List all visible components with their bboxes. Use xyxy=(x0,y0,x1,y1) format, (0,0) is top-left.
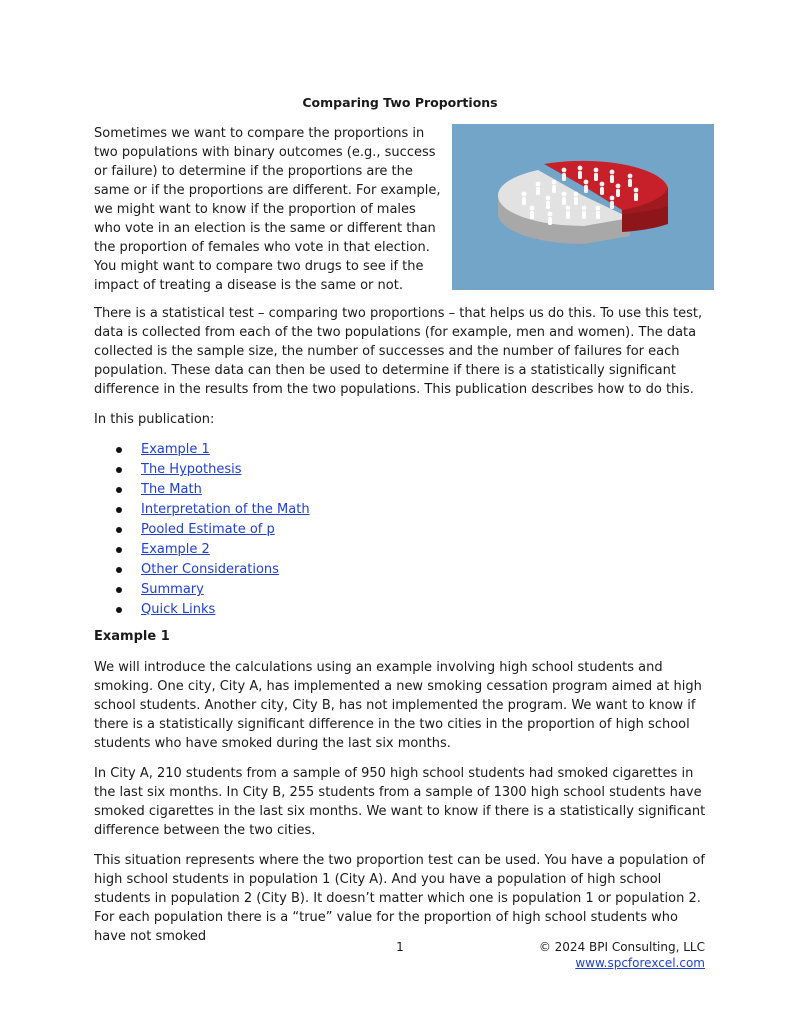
toc-item xyxy=(116,440,310,460)
toc-link-math[interactable]: The Math xyxy=(141,482,202,497)
website-link[interactable]: www.spcforexcel.com xyxy=(575,956,705,970)
toc-link-summary[interactable]: Summary xyxy=(141,582,204,597)
toc-item xyxy=(116,480,310,500)
bullet-icon xyxy=(116,507,122,513)
toc-link-hypothesis[interactable]: The Hypothesis xyxy=(141,462,242,477)
bullet-icon xyxy=(116,587,122,593)
bullet-icon xyxy=(116,607,122,613)
toc-item xyxy=(116,540,310,560)
bullet-icon xyxy=(116,447,122,453)
table-of-contents xyxy=(116,440,310,620)
bullet-icon xyxy=(116,567,122,573)
toc-intro: In this publication: xyxy=(94,412,215,427)
test-description-paragraph: There is a statistical test – comparing two proportions – that helps us do this. To use this test, data is collected from each of the two populations (for example, men and women). The data collected is the sample size, the number of successes and the number of failures for each population. These data can then be used to determine if there is a statistically significant difference in the results from the two populations. This publication describes how to do this. xyxy=(94,306,703,397)
toc-link-quick-links[interactable]: Quick Links xyxy=(141,602,216,617)
toc-item xyxy=(116,600,310,620)
example-paragraph-2: In City A, 210 students from a sample of 950 high school students had smoked cigarettes in the last six months. In City B, 255 students from a sample of 1300 high school students have smoked cigarettes in the last six months. We want to know if there is a statistically significant difference between the two cities. xyxy=(94,766,706,838)
toc-link-other-considerations[interactable]: Other Considerations xyxy=(141,562,279,577)
proportion-pie-illustration xyxy=(452,124,714,290)
example-paragraph-1: We will introduce the calculations using an example involving high school students and smoking. One city, City A, has implemented a new smoking cessation program aimed at high school students. Another city, City B, has not implemented the program. We want to know if there is a statistically significant difference in the two cities in the proportion of high school students who have smoked during the last six months. xyxy=(94,660,702,751)
toc-item xyxy=(116,500,310,520)
toc-item xyxy=(116,560,310,580)
page-number: 1 xyxy=(396,940,404,954)
section-heading-example-1: Example 1 xyxy=(94,629,170,644)
intro-paragraph: Sometimes we want to compare the proportions in two populations with binary outcomes (e.g., success or failure) to determine if the proportions are the same or if the proportions are different. For example, we might want to know if the proportion of males who vote in an election is the same or different than the proportion of females who vote in that election. You might want to compare two drugs to see if the impact of treating a disease is the same or not. xyxy=(94,126,441,293)
document-title: Comparing Two Proportions xyxy=(302,95,498,110)
toc-link-example-1[interactable]: Example 1 xyxy=(141,442,210,457)
toc-link-interpretation[interactable]: Interpretation of the Math xyxy=(141,502,310,517)
example-paragraph-3: This situation represents where the two proportion test can be used. You have a population of high school students in population 1 (City A). And you have a population of high school students in population 2 (City B). It doesn’t matter which one is population 1 or population 2. For each population there is a “true” value for the proportion of high school students who have not smoked xyxy=(94,853,705,944)
copyright-notice: © 2024 BPI Consulting, LLC xyxy=(538,940,705,954)
toc-item xyxy=(116,460,310,480)
bullet-icon xyxy=(116,487,122,493)
toc-link-example-2[interactable]: Example 2 xyxy=(141,542,210,557)
bullet-icon xyxy=(116,467,122,473)
bullet-icon xyxy=(116,547,122,553)
toc-item xyxy=(116,520,310,540)
toc-link-pooled-estimate[interactable]: Pooled Estimate of p xyxy=(141,522,275,537)
bullet-icon xyxy=(116,527,122,533)
toc-item xyxy=(116,580,310,600)
